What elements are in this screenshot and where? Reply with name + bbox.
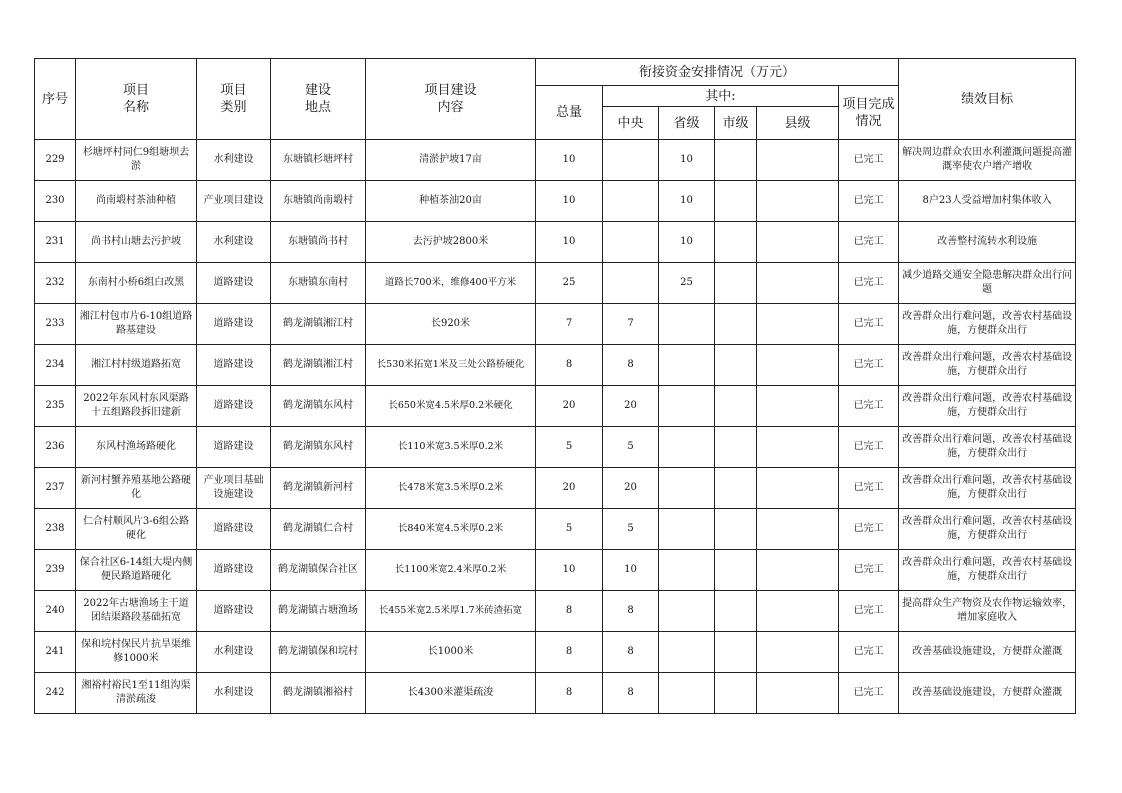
cell-name: 湘裕村裕民1至11组沟渠清淤疏浚: [76, 673, 197, 714]
cell-total: 8: [536, 632, 603, 673]
cell-content: 去污护坡2800米: [366, 222, 536, 263]
cell-category: 道路建设: [197, 304, 271, 345]
cell-target: 8户23人受益增加村集体收入: [899, 181, 1076, 222]
funding-table: [34, 58, 1076, 714]
header-location: 建设 地点: [271, 59, 366, 140]
cell-city: [715, 140, 757, 181]
table-row: [35, 345, 1076, 386]
cell-county: [757, 632, 839, 673]
cell-city: [715, 673, 757, 714]
table-row: [35, 427, 1076, 468]
cell-provincial: [659, 304, 715, 345]
cell-provincial: [659, 673, 715, 714]
cell-completion: 已完工: [839, 468, 899, 509]
cell-location: 东塘镇尚书村: [271, 222, 366, 263]
header-seq: 序号: [35, 59, 76, 140]
cell-seq: 241: [35, 632, 76, 673]
cell-content: 长530米拓宽1米及三处公路桥硬化: [366, 345, 536, 386]
header-county: 县级: [757, 107, 839, 140]
cell-location: 东塘镇尚南塅村: [271, 181, 366, 222]
cell-provincial: [659, 591, 715, 632]
cell-seq: 237: [35, 468, 76, 509]
cell-completion: 已完工: [839, 673, 899, 714]
cell-seq: 240: [35, 591, 76, 632]
table-row: [35, 304, 1076, 345]
cell-provincial: [659, 345, 715, 386]
cell-name: 湘江村包市片6-10组道路路基建设: [76, 304, 197, 345]
cell-category: 道路建设: [197, 345, 271, 386]
cell-completion: 已完工: [839, 263, 899, 304]
cell-content: 清淤护坡17亩: [366, 140, 536, 181]
cell-seq: 232: [35, 263, 76, 304]
cell-provincial: [659, 468, 715, 509]
cell-county: [757, 509, 839, 550]
cell-completion: 已完工: [839, 304, 899, 345]
table-row: [35, 468, 1076, 509]
cell-total: 8: [536, 673, 603, 714]
cell-completion: 已完工: [839, 591, 899, 632]
cell-category: 产业项目建设: [197, 181, 271, 222]
cell-target: 改善群众出行难问题，改善农村基础设施，方便群众出行: [899, 304, 1076, 345]
cell-central: [603, 181, 659, 222]
header-provincial: 省级: [659, 107, 715, 140]
cell-content: 长920米: [366, 304, 536, 345]
cell-county: [757, 181, 839, 222]
cell-completion: 已完工: [839, 509, 899, 550]
cell-seq: 235: [35, 386, 76, 427]
cell-location: 鹤龙湖镇新河村: [271, 468, 366, 509]
cell-central: [603, 140, 659, 181]
header-of-which: 其中:: [603, 86, 839, 107]
cell-provincial: 10: [659, 222, 715, 263]
cell-central: 5: [603, 427, 659, 468]
cell-county: [757, 386, 839, 427]
cell-content: 长840米宽4.5米厚0.2米: [366, 509, 536, 550]
cell-city: [715, 181, 757, 222]
cell-seq: 236: [35, 427, 76, 468]
cell-category: 道路建设: [197, 509, 271, 550]
cell-central: [603, 222, 659, 263]
cell-provincial: 25: [659, 263, 715, 304]
cell-county: [757, 263, 839, 304]
cell-category: 道路建设: [197, 263, 271, 304]
cell-completion: 已完工: [839, 222, 899, 263]
cell-content: 长455米宽2.5米厚1.7米砖渣拓宽: [366, 591, 536, 632]
cell-total: 10: [536, 550, 603, 591]
cell-central: 7: [603, 304, 659, 345]
cell-central: [603, 263, 659, 304]
cell-central: 8: [603, 673, 659, 714]
cell-location: 鹤龙湖镇保和垸村: [271, 632, 366, 673]
cell-target: 改善基础设施建设，方便群众灌溉: [899, 673, 1076, 714]
cell-seq: 233: [35, 304, 76, 345]
cell-content: 长650米宽4.5米厚0.2米硬化: [366, 386, 536, 427]
cell-total: 20: [536, 386, 603, 427]
cell-name: 东风村渔场路硬化: [76, 427, 197, 468]
cell-location: 鹤龙湖镇古塘渔场: [271, 591, 366, 632]
cell-county: [757, 673, 839, 714]
cell-completion: 已完工: [839, 181, 899, 222]
cell-city: [715, 591, 757, 632]
cell-target: 改善群众出行难问题，改善农村基础设施，方便群众出行: [899, 345, 1076, 386]
cell-provincial: [659, 427, 715, 468]
cell-target: 解决周边群众农田水利灌溉问题提高灌溉率使农户增产增收: [899, 140, 1076, 181]
cell-category: 水利建设: [197, 222, 271, 263]
cell-category: 水利建设: [197, 673, 271, 714]
cell-city: [715, 222, 757, 263]
cell-location: 鹤龙湖镇东风村: [271, 386, 366, 427]
table-row: [35, 632, 1076, 673]
cell-provincial: [659, 386, 715, 427]
cell-name: 湘江村村级道路拓宽: [76, 345, 197, 386]
cell-city: [715, 632, 757, 673]
cell-seq: 229: [35, 140, 76, 181]
table-row: [35, 550, 1076, 591]
cell-central: 8: [603, 632, 659, 673]
cell-name: 新河村蟹养殖基地公路硬化: [76, 468, 197, 509]
cell-location: 鹤龙湖镇保合社区: [271, 550, 366, 591]
cell-county: [757, 304, 839, 345]
cell-name: 保合社区6-14组大堤内侧便民路道路硬化: [76, 550, 197, 591]
cell-name: 东南村小桥6组白改黑: [76, 263, 197, 304]
header-name: 项目 名称: [76, 59, 197, 140]
cell-city: [715, 304, 757, 345]
cell-total: 10: [536, 140, 603, 181]
cell-provincial: 10: [659, 181, 715, 222]
cell-central: 8: [603, 345, 659, 386]
cell-location: 鹤龙湖镇湘江村: [271, 304, 366, 345]
cell-seq: 239: [35, 550, 76, 591]
cell-content: 长1100米宽2.4米厚0.2米: [366, 550, 536, 591]
cell-total: 8: [536, 345, 603, 386]
header-target: 绩效目标: [899, 59, 1076, 140]
cell-name: 2022年东风村东风渠路十五组路段拆旧建新: [76, 386, 197, 427]
cell-name: 2022年古塘渔场主干道团结渠路段基础拓宽: [76, 591, 197, 632]
cell-total: 10: [536, 181, 603, 222]
cell-provincial: 10: [659, 140, 715, 181]
cell-target: 改善群众出行难问题，改善农村基础设施，方便群众出行: [899, 468, 1076, 509]
cell-county: [757, 550, 839, 591]
table-row: [35, 222, 1076, 263]
header-completion: 项目完成 情况: [839, 86, 899, 140]
cell-content: 道路长700米，维修400平方米: [366, 263, 536, 304]
cell-city: [715, 509, 757, 550]
cell-content: 长110米宽3.5米厚0.2米: [366, 427, 536, 468]
cell-county: [757, 427, 839, 468]
cell-category: 水利建设: [197, 632, 271, 673]
cell-city: [715, 386, 757, 427]
cell-seq: 238: [35, 509, 76, 550]
cell-central: 10: [603, 550, 659, 591]
cell-total: 25: [536, 263, 603, 304]
table-row: [35, 673, 1076, 714]
cell-total: 7: [536, 304, 603, 345]
cell-county: [757, 468, 839, 509]
cell-city: [715, 427, 757, 468]
cell-seq: 231: [35, 222, 76, 263]
cell-target: 改善整村流转水利设施: [899, 222, 1076, 263]
cell-name: 仁合村顺风片3-6组公路硬化: [76, 509, 197, 550]
cell-completion: 已完工: [839, 427, 899, 468]
cell-name: 保和垸村保民片抗旱渠维修1000米: [76, 632, 197, 673]
cell-total: 8: [536, 591, 603, 632]
cell-central: 8: [603, 591, 659, 632]
cell-county: [757, 345, 839, 386]
cell-location: 鹤龙湖镇东风村: [271, 427, 366, 468]
header-total: 总量: [536, 86, 603, 140]
cell-category: 产业项目基础设施建设: [197, 468, 271, 509]
cell-completion: 已完工: [839, 345, 899, 386]
table-row: [35, 591, 1076, 632]
cell-seq: 234: [35, 345, 76, 386]
cell-city: [715, 263, 757, 304]
cell-content: 长4300米灌渠疏浚: [366, 673, 536, 714]
cell-target: 改善基础设施建设，方便群众灌溉: [899, 632, 1076, 673]
cell-target: 改善群众出行难问题，改善农村基础设施，方便群众出行: [899, 427, 1076, 468]
cell-content: 种植茶油20亩: [366, 181, 536, 222]
cell-content: 长1000米: [366, 632, 536, 673]
cell-seq: 230: [35, 181, 76, 222]
cell-category: 道路建设: [197, 427, 271, 468]
cell-target: 减少道路交通安全隐患解决群众出行问题: [899, 263, 1076, 304]
cell-completion: 已完工: [839, 386, 899, 427]
cell-central: 5: [603, 509, 659, 550]
cell-total: 10: [536, 222, 603, 263]
cell-name: 杉塘坪村同仁9组塘坝去淤: [76, 140, 197, 181]
cell-central: 20: [603, 468, 659, 509]
cell-category: 道路建设: [197, 550, 271, 591]
cell-target: 改善群众出行难问题，改善农村基础设施，方便群众出行: [899, 509, 1076, 550]
cell-location: 东塘镇杉塘坪村: [271, 140, 366, 181]
cell-seq: 242: [35, 673, 76, 714]
cell-completion: 已完工: [839, 550, 899, 591]
cell-content: 长478米宽3.5米厚0.2米: [366, 468, 536, 509]
cell-city: [715, 468, 757, 509]
table-row: [35, 509, 1076, 550]
cell-city: [715, 345, 757, 386]
cell-provincial: [659, 550, 715, 591]
header-city: 市级: [715, 107, 757, 140]
header-funding-group: 衔接资金安排情况（万元）: [536, 59, 899, 86]
cell-location: 鹤龙湖镇仁合村: [271, 509, 366, 550]
table-body: [35, 140, 1076, 714]
cell-provincial: [659, 632, 715, 673]
cell-completion: 已完工: [839, 140, 899, 181]
cell-location: 鹤龙湖镇湘江村: [271, 345, 366, 386]
table-row: [35, 181, 1076, 222]
cell-category: 道路建设: [197, 591, 271, 632]
cell-target: 提高群众生产物资及农作物运输效率，增加家庭收入: [899, 591, 1076, 632]
cell-county: [757, 222, 839, 263]
cell-provincial: [659, 509, 715, 550]
cell-county: [757, 591, 839, 632]
cell-central: 20: [603, 386, 659, 427]
table-row: [35, 263, 1076, 304]
cell-city: [715, 550, 757, 591]
cell-target: 改善群众出行难问题，改善农村基础设施，方便群众出行: [899, 550, 1076, 591]
table-row: [35, 140, 1076, 181]
cell-location: 东塘镇东南村: [271, 263, 366, 304]
cell-location: 鹤龙湖镇湘裕村: [271, 673, 366, 714]
cell-target: 改善群众出行难问题，改善农村基础设施，方便群众出行: [899, 386, 1076, 427]
cell-category: 道路建设: [197, 386, 271, 427]
cell-name: 尚书村山塘去污护坡: [76, 222, 197, 263]
table-row: [35, 386, 1076, 427]
cell-county: [757, 140, 839, 181]
cell-total: 20: [536, 468, 603, 509]
header-central: 中央: [603, 107, 659, 140]
cell-total: 5: [536, 427, 603, 468]
cell-category: 水利建设: [197, 140, 271, 181]
cell-name: 尚南塅村茶油种植: [76, 181, 197, 222]
header-category: 项目 类别: [197, 59, 271, 140]
header-content: 项目建设 内容: [366, 59, 536, 140]
cell-completion: 已完工: [839, 632, 899, 673]
cell-total: 5: [536, 509, 603, 550]
table-header: [35, 59, 1076, 140]
